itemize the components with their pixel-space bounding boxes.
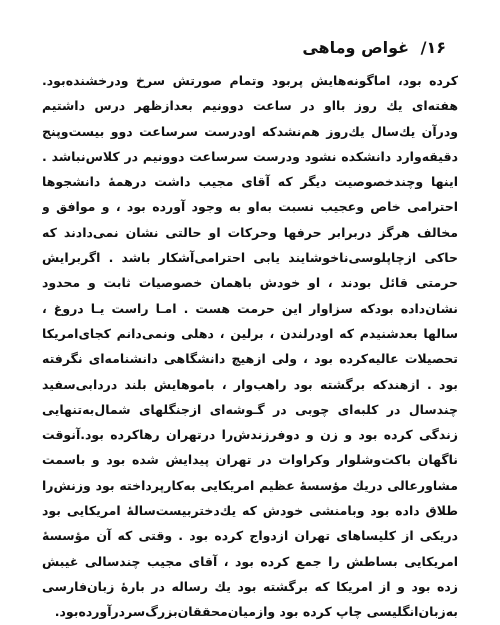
text-line: احترامی خاص وعجیب نسبت به‌او به وجود آورده بود ، و موافق و [42,199,458,215]
body-text [42,68,458,625]
text-line: حرمتی قائل بودند ، او خودش باهمان خصوصیات ثابت و محدود [42,275,458,291]
text-line: مخالف هرگز دربرابر حرفها وحرکات او حالتی نشان نمی‌دادند که [42,224,458,240]
text-line: کرده بود، اماگونه‌هایش پربود وتمام صورتش سرخ ودرخشنده‌بود. [42,73,458,88]
text-line: زده بود و از امریکا که برگشته بود یك رساله در بارهٔ زبان‌فارسی [42,578,458,594]
text-line: طلاق داده بود وبامنشی خودش که یك‌دختربیست‌سالهٔ امریکایی بود [42,503,458,519]
text-line: ودرآن یك‌سال یك‌روز هم‌نشدکه اودرست سرساعت دوو بیست‌وپنج [42,123,458,139]
text-line: تحصیلات عالیه‌کرده بود ، ولی ازهیچ دانشگاهی دانشنامه‌ای نگرفته [42,351,458,367]
text-line: هفته‌ای یك روز بااو در ساعت دوونیم بعدازظهر درس داشتیم [42,98,458,114]
text-line: بود . ازهندکه برگشته بود راهب‌وار ، باموهایش بلند دردابی‌سفید [42,376,458,392]
text-line: نشان‌داده بودکه سزاوار این حرمت هست . امـا راست یـا دروغ ، [42,300,458,316]
text-line: دقیقه‌وارد دانشکده نشود ودرست سرساعت دوونیم در کلاس‌نباشد . [42,148,458,164]
text-line: سالها بعدشنیدم که اودرلندن ، برلین ، دهلی ونمی‌دانم کجای‌امریکا [42,325,458,341]
page-header [302,38,446,58]
text-line: مشاورعالی دریك مؤسسهٔ عظیم امریکایی به‌کارپرداخته بود وزنش‌را [42,477,458,493]
running-title: غواص وماهی [302,38,410,57]
text-line: حاکی ازچاپلوسی‌ناخوشایند یابی احترامی‌آشکار باشد . اگربرایش [42,250,458,266]
text-line: اینها وچندخصوصیت دیگر که آقای مجیب داشت درهمهٔ دانشجوها [42,174,458,190]
text-line: به‌زبان‌انگلیسی چاپ کرده بود وازمیان‌محققان‌بزرگ‌سردرآورده‌بود. [54,604,458,620]
text-line: چندسال در کلبه‌ای چوبی در گـوشه‌ای ازجنگلهای شمال‌به‌تنهایی [42,401,458,417]
text-line: زندگی کرده بود و زن و دوفرزندش‌را درتهران رهاکرده بود.آنوقت [42,427,458,443]
text-line: ناگهان باکت‌وشلوار وکراوات در تهران پیدایش شده بود و باسمت [42,452,458,468]
text-line: دریکی از کلیساهای تهران ازدواج کرده بود . وقتی که آن مؤسسهٔ [42,528,458,544]
text-line: امریکایی بساطش را جمع کرده بود ، آقای مجیب چندسالی غیبش [42,553,458,569]
page-number: ۱۶/ [420,38,446,57]
